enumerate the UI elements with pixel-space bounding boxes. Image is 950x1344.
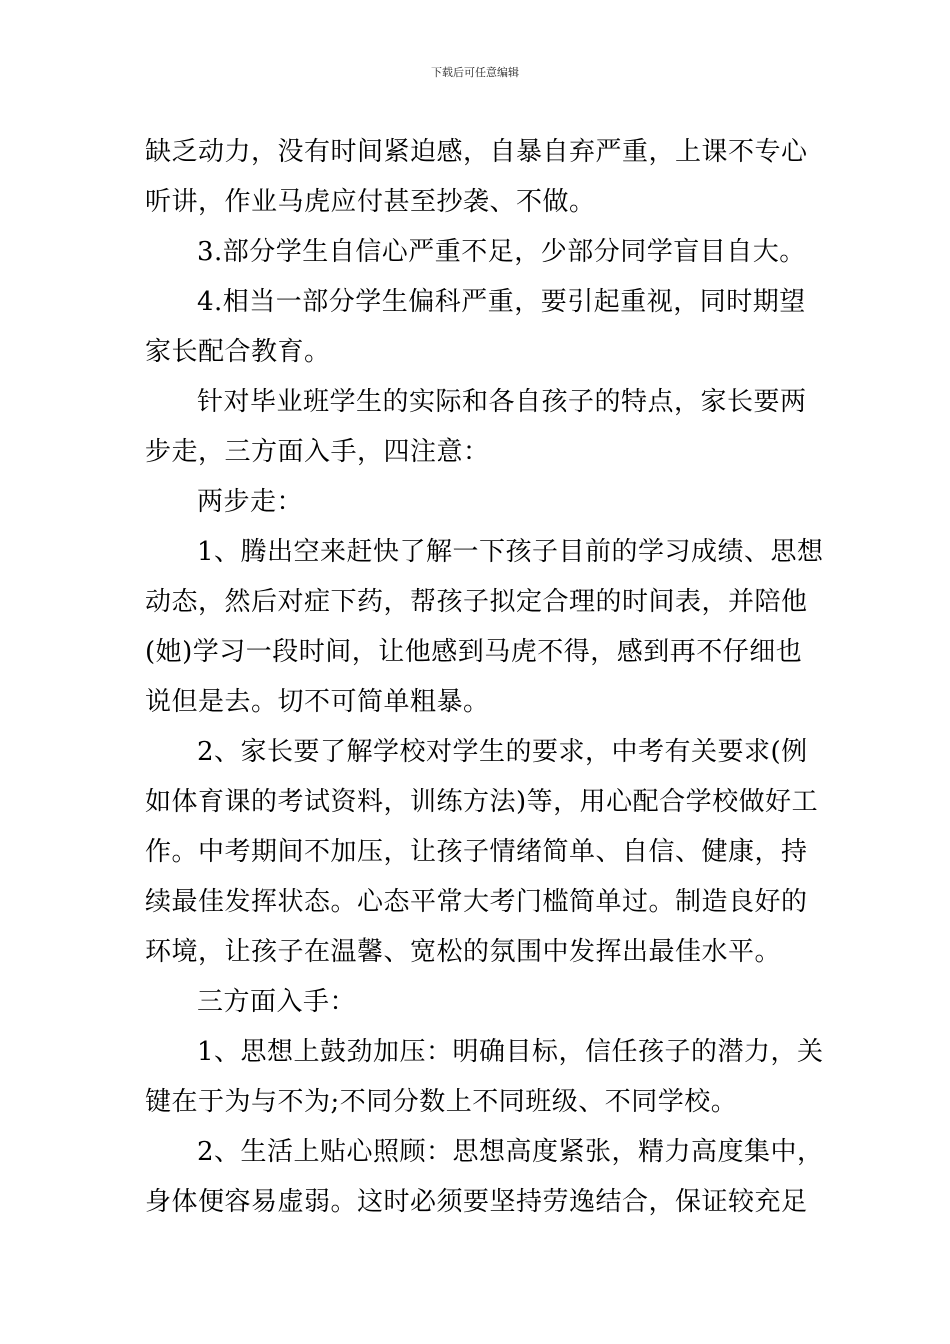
text-line: 步走，三方面入手，四注意： <box>145 437 490 467</box>
text-line: 3.部分学生自信心严重不足，少部分同学盲目自大。 <box>197 237 806 267</box>
page-header: 下载后可任意编辑 <box>431 66 519 79</box>
section-heading-two-steps: 两步走： <box>197 487 304 517</box>
document-body <box>145 127 824 1227</box>
text-line: 1、腾出空来赶快了解一下孩子目前的学习成绩、思想 <box>197 537 824 567</box>
text-line: 动态，然后对症下药，帮孩子拟定合理的时间表，并陪他 <box>145 587 808 617</box>
text-line: 说但是去。切不可简单粗暴。 <box>145 687 490 717</box>
text-line: 作。中考期间不加压，让孩子情绪简单、自信、健康，持 <box>145 837 808 867</box>
text-line: 续最佳发挥状态。心态平常大考门槛简单过。制造良好的 <box>145 887 808 917</box>
text-line: 4.相当一部分学生偏科严重，要引起重视，同时期望 <box>197 287 806 317</box>
text-line: 听讲，作业马虎应付甚至抄袭、不做。 <box>145 187 596 217</box>
text-line: 身体便容易虚弱。这时必须要坚持劳逸结合，保证较充足 <box>145 1187 808 1217</box>
text-line: 1、思想上鼓劲加压：明确目标，信任孩子的潜力，关 <box>197 1037 824 1067</box>
text-line: 环境，让孩子在温馨、宽松的氛围中发挥出最佳水平。 <box>145 937 782 967</box>
text-line: 2、生活上贴心照顾：思想高度紧张，精力高度集中， <box>197 1137 824 1167</box>
text-line: 针对毕业班学生的实际和各自孩子的特点，家长要两 <box>197 387 807 417</box>
text-line: 如体育课的考试资料，训练方法)等，用心配合学校做好工 <box>145 787 819 817</box>
text-line: 键在于为与不为;不同分数上不同班级、不同学校。 <box>145 1087 738 1117</box>
section-heading-three-aspects: 三方面入手： <box>197 987 357 1017</box>
text-line: 2、家长要了解学校对学生的要求，中考有关要求(例 <box>197 737 808 767</box>
text-line: 缺乏动力，没有时间紧迫感，自暴自弃严重，上课不专心 <box>145 137 808 167</box>
text-line: (她)学习一段时间，让他感到马虎不得，感到再不仔细也 <box>145 637 803 667</box>
text-line: 家长配合教育。 <box>145 337 331 367</box>
